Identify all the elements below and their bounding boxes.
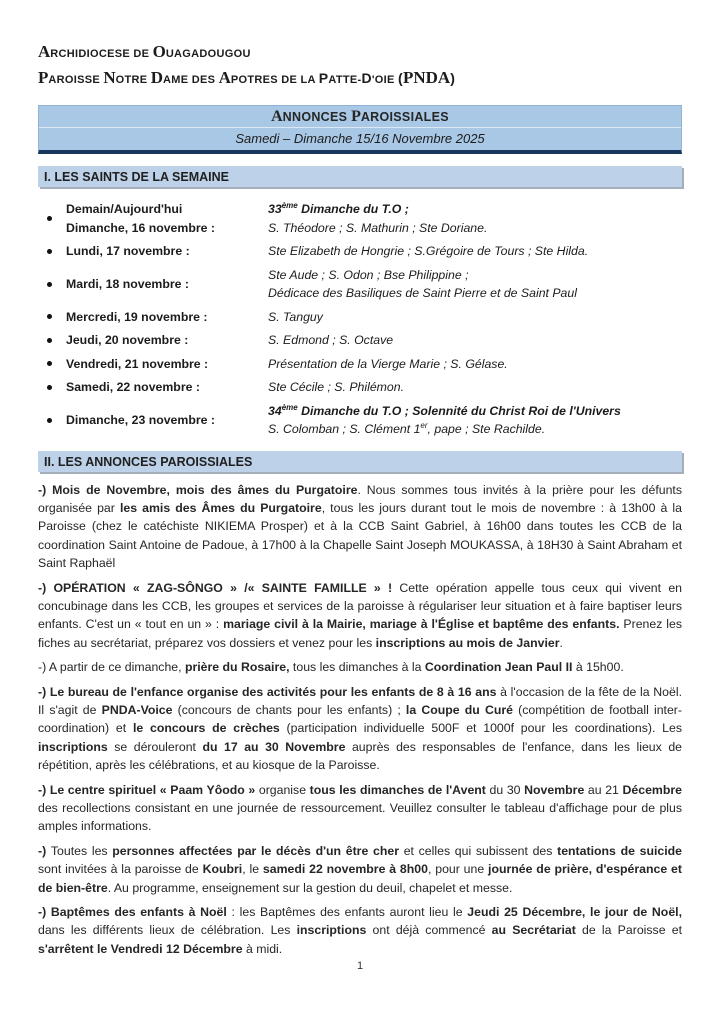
day-label: Lundi, 17 novembre : — [66, 244, 190, 258]
day-label: Vendredi, 21 novembre : — [66, 356, 209, 371]
bullet-icon — [47, 314, 52, 319]
section-saints-header — [38, 166, 682, 187]
saint-names: 34ème Dimanche du T.O ; Solennité du Christ Roi de l'Univers S. Colomban ; S. Clément 1er, pape ; Ste Rachilde. — [268, 402, 621, 436]
bullet-icon — [47, 216, 52, 221]
bullet-cell — [38, 216, 66, 221]
section-announcements-header — [38, 451, 682, 472]
saint-names: Présentation de la Vierge Marie ; S. Gélase. — [268, 356, 508, 371]
announcement-paragraph: -) Mois de Novembre, mois des âmes du Purgatoire. Nous sommes tous invités à la prière pour les défunts organisée par les amis des Âmes du Purgatoire, tous les jours durant tout le mois de novembre : à 13h00 à la Paroisse (chez le catéchiste NIKIEMA Prosper) et à la CCB Saint Gabriel, à 16h00 dans toutes les CCB de la coordination Saint Antoine de Padoue, à 17h00 à la Chapelle Saint Joseph MOUKASSA, à 18H30 à Saint Abraham et Saint Raphaël — [38, 482, 682, 571]
saints-row — [38, 378, 682, 397]
day-label: Dimanche, 23 novembre : — [66, 412, 215, 427]
banner-subtitle: Samedi – Dimanche 15/16 Novembre 2025 — [235, 131, 485, 146]
saints-list — [38, 200, 682, 439]
section-announcements-title: II. LES ANNONCES PAROISSIALES — [44, 454, 253, 469]
announcement-paragraph: -) Le centre spirituel « Paam Yôodo » organise tous les dimanches de l'Avent du 30 Novembre au 21 Décembre des recollections consistant en une journée de ressourcement. Veuillez consulter le tableau d'affichage pour de plus amples informations. — [38, 782, 682, 834]
archdiocese-name: ARCHIDIOCESE DE OUAGADOUGOU — [38, 42, 251, 61]
bullet-icon — [47, 338, 52, 343]
saint-names: S. Edmond ; S. Octave — [268, 333, 394, 347]
bullet-icon — [47, 418, 52, 423]
bullet-icon — [47, 361, 52, 366]
day-label: Demain/Aujourd'hui Dimanche, 16 novembre : — [66, 202, 215, 235]
announcements — [38, 481, 682, 959]
saint-names: Ste Aude ; S. Odon ; Bse Philippine ; Dédicace des Basiliques de Saint Pierre et de Saint Paul — [268, 267, 577, 300]
saints-row — [38, 402, 682, 439]
section-saints-title: I. LES SAINTS DE LA SEMAINE — [44, 170, 229, 184]
saint-names: S. Tanguy — [268, 309, 323, 324]
document-header — [38, 0, 682, 92]
bullet-cell — [38, 249, 66, 254]
saint-names: Ste Elizabeth de Hongrie ; S.Grégoire de Tours ; Ste Hilda. — [268, 244, 589, 258]
day-label: Samedi, 22 novembre : — [66, 380, 200, 394]
bullet-icon — [47, 282, 52, 287]
bullet-cell — [38, 338, 66, 343]
saints-row — [38, 242, 682, 261]
title-banner — [38, 105, 682, 154]
bullet-cell — [38, 418, 66, 423]
saints-row — [38, 355, 682, 374]
bullet-cell — [38, 282, 66, 287]
day-label: Mardi, 18 novembre : — [66, 276, 190, 291]
saints-row — [38, 331, 682, 350]
saints-row — [38, 200, 682, 237]
bullet-icon — [47, 385, 52, 390]
announcement-paragraph: -) Toutes les personnes affectées par le décès d'un être cher et celles qui subissent des tentations de suicide sont invitées à la paroisse de Koubri, le samedi 22 novembre à 8h00, pour une journée de prière, d'espérance et de bien-être. Au programme, enseignement sur la gestion du deuil, chapelet et messe. — [38, 843, 682, 895]
saint-names: 33ème Dimanche du T.O ; S. Théodore ; S. Mathurin ; Ste Doriane. — [268, 200, 488, 235]
bullet-cell — [38, 314, 66, 319]
banner-title: ANNONCES PAROISSIALES — [39, 106, 681, 128]
bullet-cell — [38, 361, 66, 366]
page-number: 1 — [356, 960, 364, 972]
bullet-icon — [47, 249, 52, 254]
day-label: Mercredi, 19 novembre : — [66, 309, 208, 324]
bullet-cell — [38, 385, 66, 390]
announcement-paragraph: -) OPÉRATION « ZAG-SÔNGO » /« SAINTE FAMILLE » ! Cette opération appelle tous ceux qui vivent en concubinage dans les CCB, les groupes et services de la paroisse à régulariser leur situation et à faire baptiser leurs enfants. C'est un « tout en un » : mariage civil à la Mairie, mariage à l'Église et baptême des enfants. Prenez les fiches au secrétariat, préparez vos dossiers et venez pour les inscriptions au mois de Janvier. — [38, 580, 683, 650]
day-label: Jeudi, 20 novembre : — [66, 333, 189, 347]
saints-row — [38, 266, 682, 303]
saint-names: Ste Cécile ; S. Philémon. — [268, 380, 405, 394]
saints-row — [38, 308, 682, 327]
announcement-paragraph: -) Baptêmes des enfants à Noël : les Baptêmes des enfants auront lieu le Jeudi 25 Décembre, le jour de Noël, dans les différents lieux de célébration. Les inscriptions ont déjà commencé au Secrétariat de la Paroisse et s'arrêtent le Vendredi 12 Décembre à midi. — [38, 905, 682, 956]
announcement-paragraph: -) A partir de ce dimanche, prière du Rosaire, tous les dimanches à la Coordination Jean Paul II à 15h00. — [38, 660, 624, 675]
announcement-paragraph: -) Le bureau de l'enfance organise des activités pour les enfants de 8 à 16 ans à l'occasion de la fête de la Noël. Il s'agit de PNDA-Voice (concours de chants pour les enfants) ; la Coupe du Curé (compétition de football inter-coordination) et le concours de crèches (participation individuelle 500F et 1000f pour les coordinations). Les inscriptions se dérouleront du 17 au 30 Novembre auprès des responsables de l'enfance, dans les lieux de répétition, après les célébrations, et au kiosque de la Paroisse. — [38, 684, 683, 773]
parish-name: PAROISSE NOTRE DAME DES APOTRES DE LA PATTE-D'OIE (PNDA) — [38, 68, 456, 87]
